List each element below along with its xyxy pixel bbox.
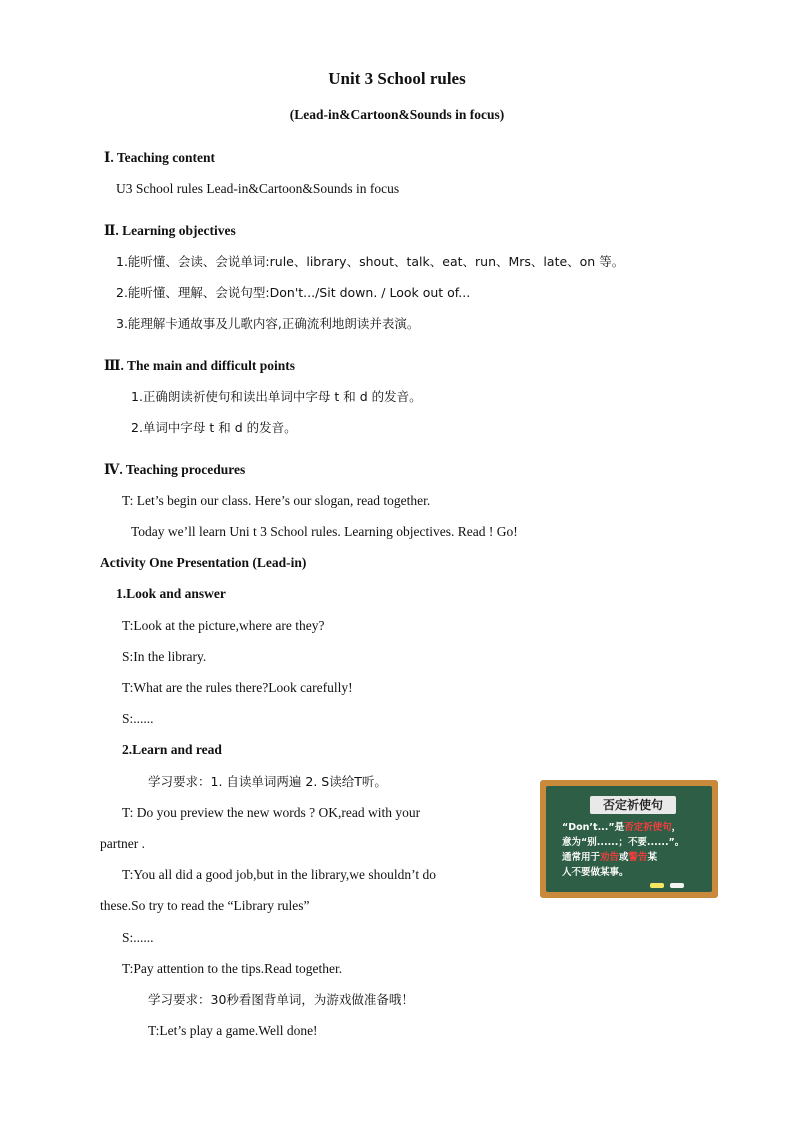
chalk-icon (650, 883, 664, 888)
dialogue-line: T:Let’s play a game.Well done! (148, 1023, 318, 1038)
section3-heading: Ⅲ. The main and difficult points (104, 358, 295, 373)
procedure-line: T: Let’s begin our class. Here’s our slogan, read together. (122, 493, 431, 508)
page-title: Unit 3 School rules (328, 69, 466, 88)
objective-item: 1.能听懂、会读、会说单词:rule、library、shout、talk、eat、run、Mrs、late、on 等。 (116, 254, 625, 269)
part2-heading: 2.Learn and read (122, 742, 222, 757)
section1-text: U3 School rules Lead-in&Cartoon&Sounds in focus (116, 181, 400, 196)
point-item: 2.单词中字母 t 和 d 的发音。 (131, 420, 297, 435)
dialogue-line: these.So try to read the “Library rules” (100, 898, 310, 913)
section4-heading: Ⅳ. Teaching procedures (104, 462, 246, 477)
page-subtitle: (Lead-in&Cartoon&Sounds in focus) (289, 107, 505, 122)
dialogue-line: partner . (100, 836, 145, 851)
activity-heading: Activity One Presentation (Lead-in) (100, 555, 307, 570)
chalkboard-line: 通常用于劝告或警告某 (562, 852, 658, 863)
dialogue-line: T: Do you preview the new words ? OK,read with your (122, 805, 421, 820)
dialogue-line: T:What are the rules there?Look carefully! (122, 680, 353, 695)
chalkboard-line: 人不要做某事。 (562, 867, 629, 878)
requirement-line: 学习要求：30秒看图背单词，为游戏做准备哦！ (148, 992, 414, 1007)
chalkboard-line: “Don’t...”是否定祈使句， (562, 822, 682, 833)
chalk-icon (670, 883, 684, 888)
dialogue-line: T:Pay attention to the tips.Read together. (122, 961, 343, 976)
objective-item: 3.能理解卡通故事及儿歌内容,正确流利地朗读并表演。 (116, 316, 420, 331)
point-item: 1.正确朗读祈使句和读出单词中字母 t 和 d 的发音。 (131, 389, 422, 404)
chalkboard-line: 意为“别......；不要......”。 (562, 837, 685, 848)
chalkboard-surface (546, 786, 712, 892)
section1-heading: Ⅰ. Teaching content (104, 150, 215, 165)
objective-item: 2.能听懂、理解、会说句型:Don't.../Sit down. / Look out of... (116, 285, 471, 300)
dialogue-line: T:You all did a good job,but in the library,we shouldn’t do (122, 867, 437, 882)
requirement-line: 学习要求：1. 自读单词两遍 2. S读给T听。 (148, 774, 387, 789)
procedure-line: Today we’ll learn Uni t 3 School rules. Learning objectives. Read ! Go! (131, 524, 518, 539)
dialogue-line: T:Look at the picture,where are they? (122, 618, 325, 633)
part1-heading: 1.Look and answer (116, 586, 226, 601)
dialogue-line: S:...... (122, 930, 154, 945)
dialogue-line: S:In the library. (122, 649, 207, 664)
chalkboard-image (540, 780, 718, 898)
chalkboard-title: 否定祈使句 (590, 796, 676, 814)
dialogue-line: S:...... (122, 711, 154, 726)
section2-heading: Ⅱ. Learning objectives (104, 223, 236, 238)
